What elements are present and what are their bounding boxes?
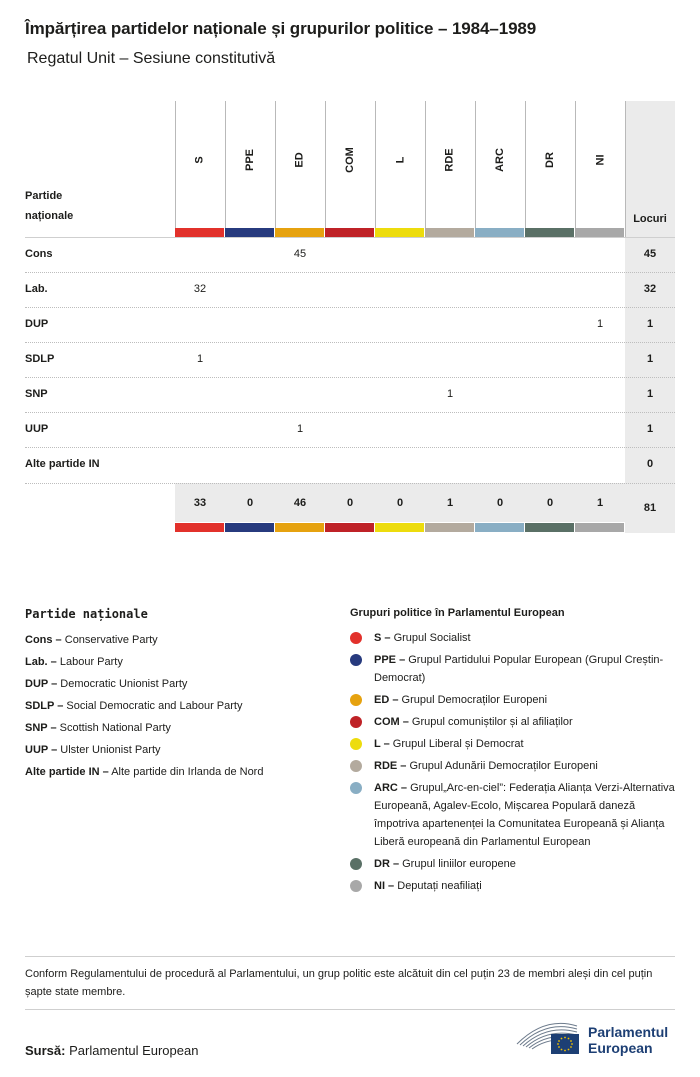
source-value: Parlamentul European bbox=[69, 1043, 199, 1058]
group-legend-item bbox=[350, 779, 675, 851]
group-color-dot bbox=[350, 782, 362, 794]
group-legend-abbr: RDE – bbox=[374, 760, 407, 772]
group-legend-abbr: COM – bbox=[374, 716, 409, 728]
group-legend-name: Grupul Democraților Europeni bbox=[401, 694, 548, 706]
group-legend-abbr: ARC – bbox=[374, 782, 408, 794]
national-legend-item bbox=[25, 695, 263, 717]
totals-row bbox=[25, 483, 675, 523]
group-column-header bbox=[475, 149, 525, 171]
table-row bbox=[25, 412, 675, 447]
group-total: 0 bbox=[546, 497, 554, 509]
group-column-header bbox=[225, 149, 275, 171]
group-code-label: DR bbox=[543, 152, 556, 168]
logo-wordmark bbox=[588, 1024, 668, 1056]
group-legend-item bbox=[350, 877, 675, 895]
group-legend-abbr: PPE – bbox=[374, 654, 406, 666]
group-column-header bbox=[525, 149, 575, 171]
group-color-bar-bottom bbox=[175, 523, 224, 532]
row-total-seats: 1 bbox=[646, 388, 654, 400]
national-legend-item bbox=[25, 761, 263, 783]
national-legend-item bbox=[25, 629, 263, 651]
logo-line-2: European bbox=[588, 1040, 653, 1056]
group-total: 0 bbox=[496, 497, 504, 509]
table-row bbox=[25, 272, 675, 307]
group-color-bar-bottom bbox=[575, 523, 624, 532]
table-row bbox=[25, 342, 675, 377]
group-column-header bbox=[275, 149, 325, 171]
row-total-seats: 1 bbox=[646, 353, 654, 365]
group-color-dot bbox=[350, 760, 362, 772]
table-cell: 1 bbox=[196, 353, 204, 365]
group-legend-name: Grupul Adunării Democraților Europeni bbox=[409, 760, 598, 772]
table-cell: 1 bbox=[296, 423, 304, 435]
national-legend-item bbox=[25, 651, 263, 673]
group-total: 0 bbox=[246, 497, 254, 509]
group-color-bar-bottom bbox=[475, 523, 524, 532]
source-line bbox=[25, 1043, 198, 1058]
group-column-header bbox=[175, 149, 225, 171]
national-legend-heading: Partide naționale bbox=[25, 607, 148, 621]
row-party-name: SDLP bbox=[25, 353, 55, 365]
group-color-dot bbox=[350, 694, 362, 706]
group-legend-abbr: NI – bbox=[374, 880, 395, 892]
group-color-bar-bottom bbox=[525, 523, 574, 532]
table-cell: 1 bbox=[446, 388, 454, 400]
table-row bbox=[25, 307, 675, 342]
group-legend-name: Grupul Partidului Popular European (Grupul Creștin-Democrat) bbox=[374, 654, 664, 684]
group-column-header bbox=[325, 149, 375, 171]
group-total: 1 bbox=[446, 497, 454, 509]
row-party-name: Lab. bbox=[25, 283, 48, 295]
national-legend-item bbox=[25, 739, 263, 761]
table-row bbox=[25, 237, 675, 272]
group-legend-item bbox=[350, 713, 675, 731]
national-legend-name: Ulster Unionist Party bbox=[60, 744, 161, 756]
groups-legend-heading: Grupuri politice în Parlamentul European bbox=[350, 607, 565, 619]
group-legend-abbr: L – bbox=[374, 738, 390, 750]
group-total: 0 bbox=[346, 497, 354, 509]
group-column-header bbox=[425, 149, 475, 171]
grand-total: 81 bbox=[643, 502, 657, 514]
national-legend-abbr: DUP – bbox=[25, 678, 58, 690]
group-legend-abbr: ED – bbox=[374, 694, 399, 706]
national-legend-name: Labour Party bbox=[59, 656, 123, 668]
group-legend-name: Deputați neafiliați bbox=[397, 880, 482, 892]
group-color-dot bbox=[350, 880, 362, 892]
row-party-name: DUP bbox=[25, 318, 49, 330]
row-total-seats: 1 bbox=[646, 318, 654, 330]
national-legend-name: Conservative Party bbox=[64, 634, 158, 646]
group-total: 0 bbox=[396, 497, 404, 509]
group-code-label: COM bbox=[343, 147, 356, 173]
group-color-bar-bottom bbox=[425, 523, 474, 532]
row-total-seats: 45 bbox=[643, 248, 657, 260]
group-legend-item bbox=[350, 691, 675, 709]
table-cell: 32 bbox=[193, 283, 207, 295]
group-color-bar-bottom bbox=[375, 523, 424, 532]
group-color-bar-bottom bbox=[275, 523, 324, 532]
group-legend-name: Grupul liniilor europene bbox=[402, 858, 516, 870]
group-code-label: S bbox=[194, 156, 206, 164]
national-legend-name: Alte partide din Irlanda de Nord bbox=[111, 766, 264, 778]
row-total-seats: 0 bbox=[646, 458, 654, 470]
group-legend-name: Grupul„Arc-en-ciel”: Federația Alianța Verzi-Alternativa Europeană, Agalev-Ecolo, Mișcarea Populară daneză împotriva apartenenței la Comunitatea Europeană și Alianța Liberă europeană din Parlamentul European bbox=[374, 782, 675, 848]
national-parties-header: Partide naționale bbox=[25, 190, 74, 222]
logo-line-1: Parlamentul bbox=[588, 1024, 669, 1040]
national-legend-abbr: Cons – bbox=[25, 634, 62, 646]
group-legend-item bbox=[350, 651, 675, 687]
group-color-dot bbox=[350, 716, 362, 728]
row-party-name: Alte partide IN bbox=[25, 458, 100, 470]
national-legend-abbr: Lab. – bbox=[25, 656, 57, 668]
group-legend-item bbox=[350, 735, 675, 753]
group-legend-abbr: DR – bbox=[374, 858, 400, 870]
group-code-label: ED bbox=[294, 152, 306, 168]
group-column-header bbox=[575, 149, 625, 171]
group-code-label: L bbox=[393, 156, 406, 164]
table-row bbox=[25, 447, 675, 482]
group-code-label: PPE bbox=[243, 148, 256, 172]
row-party-name: Cons bbox=[25, 248, 53, 260]
national-legend-item bbox=[25, 673, 263, 695]
group-column-header bbox=[375, 149, 425, 171]
table-cell: 1 bbox=[596, 318, 604, 330]
page-subtitle: Regatul Unit – Sesiune constitutivă bbox=[27, 50, 276, 67]
row-total-seats: 1 bbox=[646, 423, 654, 435]
row-party-name: SNP bbox=[25, 388, 48, 400]
national-legend-abbr: SNP – bbox=[25, 722, 57, 734]
group-legend-name: Grupul comuniștilor și al afiliaților bbox=[411, 716, 573, 728]
row-party-name: UUP bbox=[25, 423, 49, 435]
page-title: Împărțirea partidelor naționale și grupurilor politice – 1984–1989 bbox=[25, 19, 537, 38]
national-legend-name: Scottish National Party bbox=[59, 722, 171, 734]
group-legend-item bbox=[350, 629, 675, 647]
group-color-bar-bottom bbox=[225, 523, 274, 532]
group-total: 1 bbox=[596, 497, 604, 509]
group-color-dot bbox=[350, 858, 362, 870]
table-cell: 45 bbox=[293, 248, 307, 260]
group-legend-item bbox=[350, 855, 675, 873]
group-legend-item bbox=[350, 757, 675, 775]
group-legend-name: Grupul Liberal și Democrat bbox=[392, 738, 524, 750]
group-color-bar-bottom bbox=[325, 523, 374, 532]
group-code-label: RDE bbox=[443, 148, 456, 172]
group-color-dot bbox=[350, 738, 362, 750]
national-legend-item bbox=[25, 717, 263, 739]
group-total: 46 bbox=[293, 497, 307, 509]
group-total: 33 bbox=[193, 497, 207, 509]
national-legend-abbr: UUP – bbox=[25, 744, 58, 756]
table-header bbox=[25, 101, 675, 237]
seats-header: Locuri bbox=[633, 213, 667, 225]
national-parties-legend bbox=[25, 607, 263, 783]
group-color-dot bbox=[350, 654, 362, 666]
group-legend-name: Grupul Socialist bbox=[393, 632, 471, 644]
row-total-seats: 32 bbox=[643, 283, 657, 295]
group-code-label: NI bbox=[594, 154, 606, 166]
group-code-label: ARC bbox=[494, 148, 506, 172]
table-row bbox=[25, 377, 675, 412]
group-legend-abbr: S – bbox=[374, 632, 391, 644]
political-groups-legend bbox=[350, 607, 675, 899]
national-legend-abbr: SDLP – bbox=[25, 700, 64, 712]
footnote: Conform Regulamentului de procedură al Parlamentului, un grup politic este alcătuit din cel puțin 23 de membri aleși din cel puțin șapte state membre. bbox=[25, 956, 675, 1010]
national-legend-name: Democratic Unionist Party bbox=[60, 678, 188, 690]
national-legend-abbr: Alte partide IN – bbox=[25, 766, 109, 778]
source-label: Sursă: bbox=[25, 1043, 66, 1058]
national-legend-name: Social Democratic and Labour Party bbox=[66, 700, 243, 712]
group-color-dot bbox=[350, 632, 362, 644]
